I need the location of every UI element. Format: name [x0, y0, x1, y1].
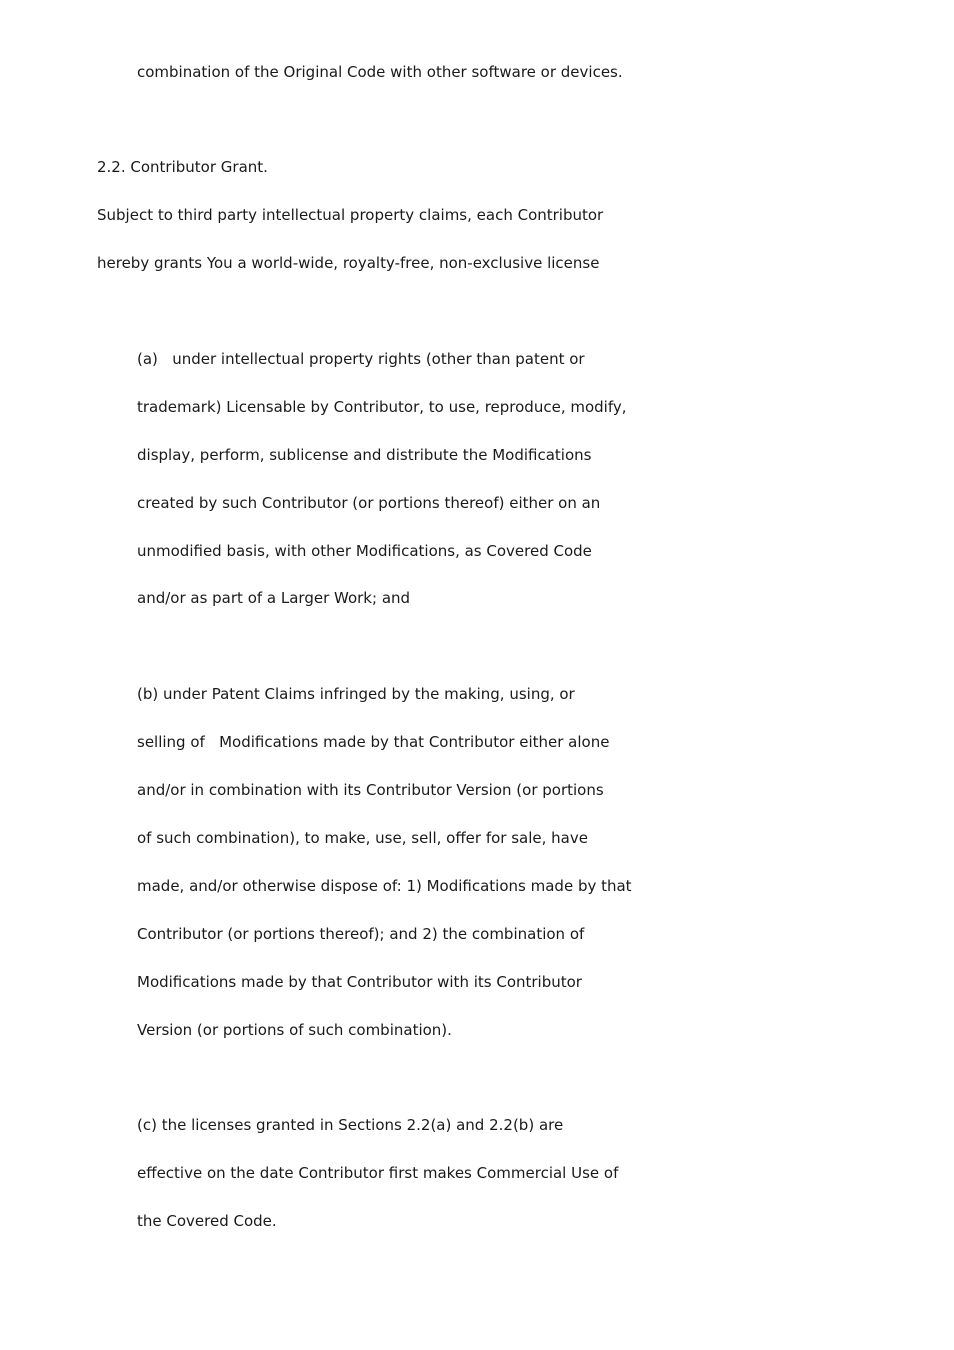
clause-b-line: selling of Modifications made by that Contributor either alone: [137, 733, 610, 751]
clause-a-line: and/or as part of a Larger Work; and: [137, 589, 411, 607]
clause-b-line: Modifications made by that Contributor with its Contributor: [137, 973, 582, 991]
clause-b-line: Version (or portions of such combination).: [137, 1021, 452, 1039]
clause-c-line: the Covered Code.: [137, 1212, 277, 1230]
section-heading: 2.2. Contributor Grant.: [97, 158, 268, 176]
clause-b-line: (b) under Patent Claims infringed by the making, using, or: [137, 685, 575, 703]
intro-line: hereby grants You a world-wide, royalty-free, non-exclusive license: [97, 254, 600, 272]
clause-c-line: effective on the date Contributor first makes Commercial Use of: [137, 1164, 619, 1182]
clause-a-line: unmodified basis, with other Modifications, as Covered Code: [137, 542, 592, 560]
lead-line: combination of the Original Code with other software or devices.: [137, 63, 623, 81]
clause-b-line: Contributor (or portions thereof); and 2) the combination of: [137, 925, 585, 943]
clause-a-line: display, perform, sublicense and distribute the Modifications: [137, 446, 592, 464]
clause-a-line: trademark) Licensable by Contributor, to use, reproduce, modify,: [137, 398, 627, 416]
clause-b-line: and/or in combination with its Contributor Version (or portions: [137, 781, 604, 799]
intro-line: Subject to third party intellectual property claims, each Contributor: [97, 206, 604, 224]
clause-b-line: of such combination), to make, use, sell, offer for sale, have: [137, 829, 588, 847]
clause-a-line: created by such Contributor (or portions thereof) either on an: [137, 494, 601, 512]
clause-a-line: (a) under intellectual property rights (other than patent or: [137, 350, 585, 368]
clause-b-line: made, and/or otherwise dispose of: 1) Modifications made by that: [137, 877, 632, 895]
clause-c-line: (c) the licenses granted in Sections 2.2(a) and 2.2(b) are: [137, 1116, 564, 1134]
